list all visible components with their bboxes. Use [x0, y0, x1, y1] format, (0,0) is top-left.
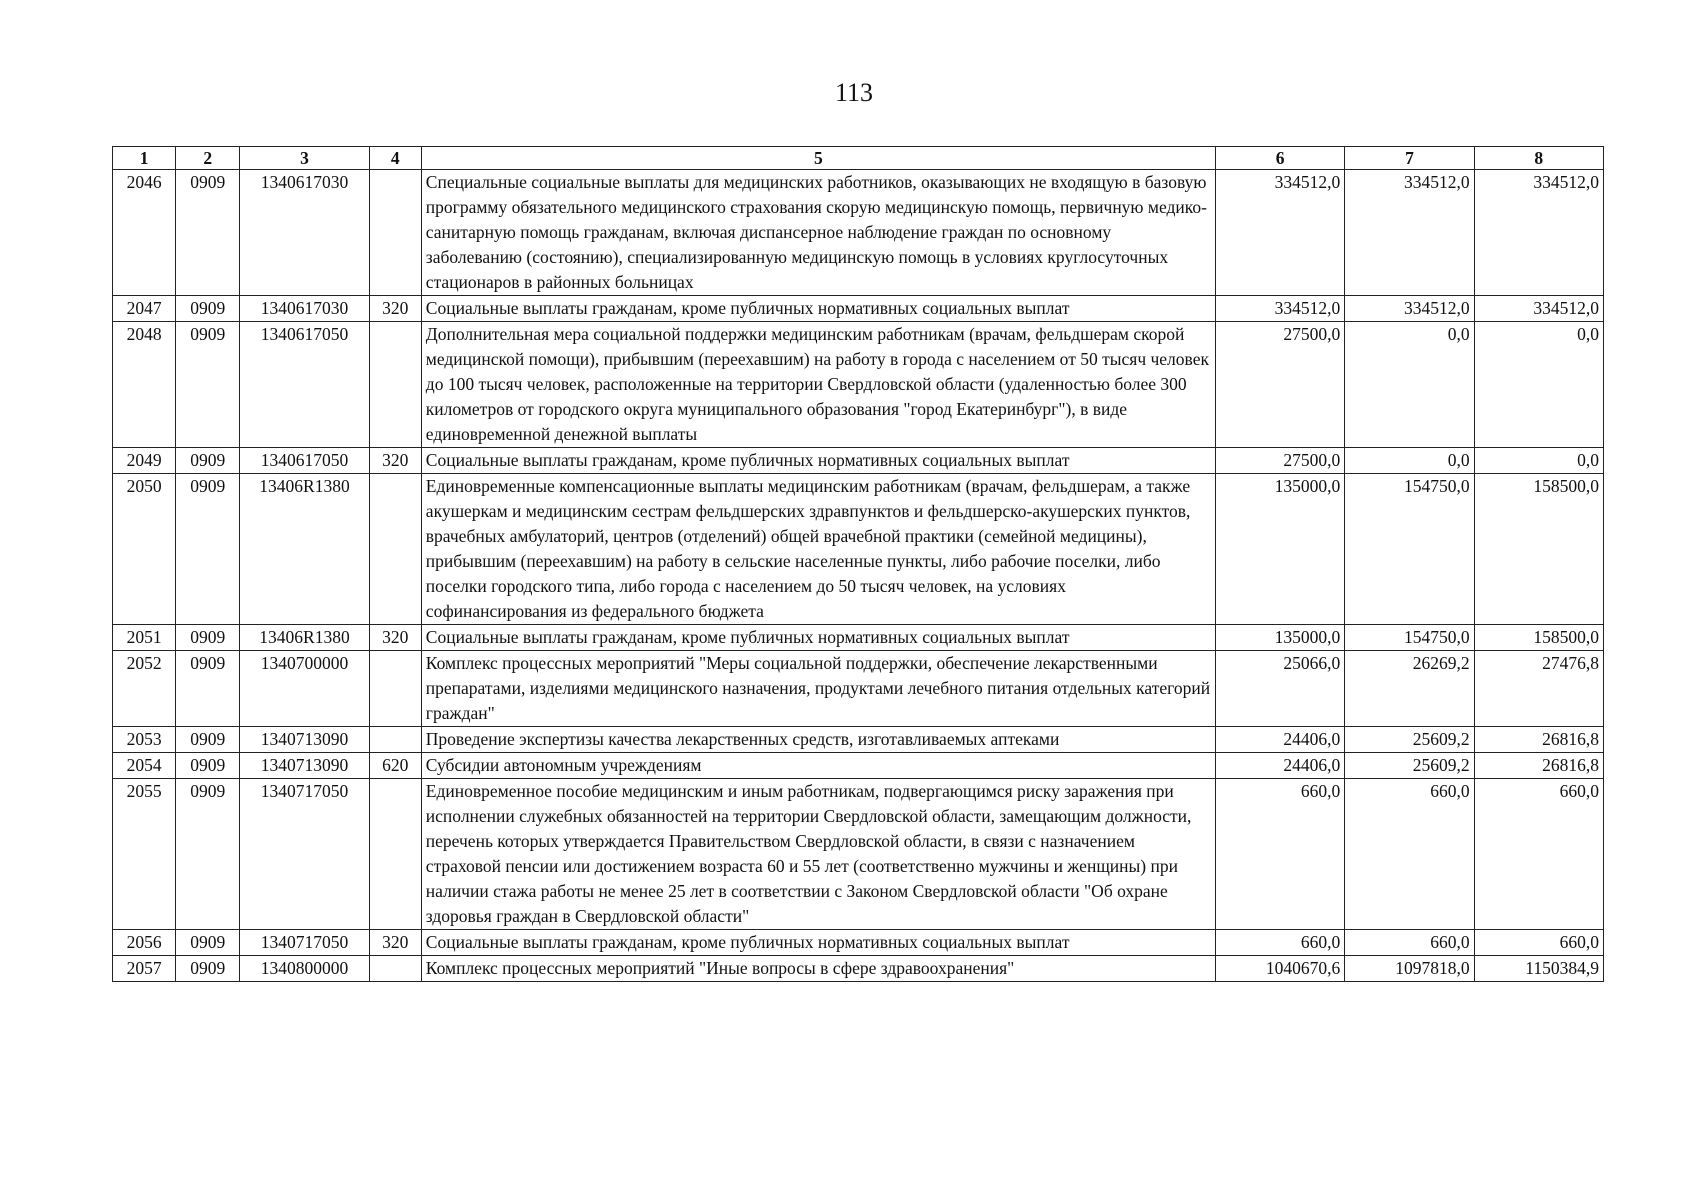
amount-col-8: 660,0: [1474, 930, 1603, 956]
amount-col-7: 334512,0: [1345, 296, 1474, 322]
row-number: 2050: [113, 474, 176, 625]
section-code: 0909: [176, 625, 240, 651]
target-article-code: 1340713090: [240, 727, 369, 753]
amount-col-8: 0,0: [1474, 448, 1603, 474]
expense-type-code: 320: [369, 930, 421, 956]
table-row: [113, 753, 1604, 779]
expense-type-code: 320: [369, 296, 421, 322]
item-name: Специальные социальные выплаты для медицинских работников, оказывающих не входящую в базовую программу обязательного медицинского страхования скорую медицинскую помощь, первичную медико-санитарную помощь гражданам, включая диспансерное наблюдение граждан по основному заболеванию (состоянию), специализированную медицинскую помощь в условиях круглосуточных стационаров в районных больницах: [421, 170, 1215, 296]
amount-col-6: 27500,0: [1215, 448, 1344, 474]
table-header: [113, 147, 1604, 170]
table-row: [113, 651, 1604, 727]
row-number: 2047: [113, 296, 176, 322]
amount-col-6: 660,0: [1215, 779, 1344, 930]
expense-type-code: [369, 779, 421, 930]
amount-col-7: 660,0: [1345, 930, 1474, 956]
amount-col-8: 27476,8: [1474, 651, 1603, 727]
item-name: Социальные выплаты гражданам, кроме публичных нормативных социальных выплат: [421, 296, 1215, 322]
section-code: 0909: [176, 651, 240, 727]
amount-col-8: 158500,0: [1474, 625, 1603, 651]
row-number: 2055: [113, 779, 176, 930]
header-col-2: 2: [176, 147, 240, 170]
table-body: [113, 170, 1604, 982]
row-number: 2053: [113, 727, 176, 753]
header-col-8: 8: [1474, 147, 1603, 170]
target-article-code: 1340800000: [240, 956, 369, 982]
target-article-code: 1340617030: [240, 170, 369, 296]
item-name: Проведение экспертизы качества лекарственных средств, изготавливаемых аптеками: [421, 727, 1215, 753]
table-row: [113, 170, 1604, 296]
amount-col-6: 334512,0: [1215, 170, 1344, 296]
expense-type-code: [369, 322, 421, 448]
item-name: Субсидии автономным учреждениям: [421, 753, 1215, 779]
item-name: Социальные выплаты гражданам, кроме публичных нормативных социальных выплат: [421, 625, 1215, 651]
expense-type-code: 620: [369, 753, 421, 779]
amount-col-6: 135000,0: [1215, 625, 1344, 651]
amount-col-7: 154750,0: [1345, 474, 1474, 625]
page-number: 113: [834, 78, 874, 107]
row-number: 2048: [113, 322, 176, 448]
section-code: 0909: [176, 753, 240, 779]
item-name: Единовременные компенсационные выплаты медицинским работникам (врачам, фельдшерам, а также акушеркам и медицинским сестрам фельдшерских здравпунктов и фельдшерско-акушерских пунктов, врачебных амбулаторий, центров (отделений) общей врачебной практики (семейной медицины), прибывшим (переехавшим) на работу в сельские населенные пункты, либо рабочие поселки, либо поселки городского типа, либо города с населением до 50 тысяч человек, на условиях софинансирования из федерального бюджета: [421, 474, 1215, 625]
expense-type-code: [369, 727, 421, 753]
amount-col-6: 24406,0: [1215, 753, 1344, 779]
expense-type-code: [369, 651, 421, 727]
amount-col-7: 1097818,0: [1345, 956, 1474, 982]
amount-col-8: 1150384,9: [1474, 956, 1603, 982]
amount-col-6: 25066,0: [1215, 651, 1344, 727]
amount-col-7: 25609,2: [1345, 727, 1474, 753]
header-col-7: 7: [1345, 147, 1474, 170]
row-number: 2057: [113, 956, 176, 982]
amount-col-8: 334512,0: [1474, 170, 1603, 296]
table-row: [113, 322, 1604, 448]
target-article-code: 13406R1380: [240, 625, 369, 651]
header-col-4: 4: [369, 147, 421, 170]
amount-col-6: 135000,0: [1215, 474, 1344, 625]
expense-type-code: [369, 170, 421, 296]
amount-col-6: 660,0: [1215, 930, 1344, 956]
target-article-code: 1340617030: [240, 296, 369, 322]
amount-col-6: 1040670,6: [1215, 956, 1344, 982]
amount-col-8: 0,0: [1474, 322, 1603, 448]
section-code: 0909: [176, 779, 240, 930]
amount-col-7: 660,0: [1345, 779, 1474, 930]
item-name: Дополнительная мера социальной поддержки медицинским работникам (врачам, фельдшерам скорой медицинской помощи), прибывшим (переехавшим) на работу в города с населением от 50 тысяч человек до 100 тысяч человек, расположенные на территории Свердловской области (удаленностью более 300 километров от городского округа муниципального образования "город Екатеринбург"), в виде единовременной денежной выплаты: [421, 322, 1215, 448]
section-code: 0909: [176, 474, 240, 625]
amount-col-7: 26269,2: [1345, 651, 1474, 727]
header-col-3: 3: [240, 147, 369, 170]
target-article-code: 1340617050: [240, 448, 369, 474]
target-article-code: 1340617050: [240, 322, 369, 448]
target-article-code: 1340700000: [240, 651, 369, 727]
expense-type-code: 320: [369, 625, 421, 651]
section-code: 0909: [176, 296, 240, 322]
target-article-code: 1340713090: [240, 753, 369, 779]
target-article-code: 1340717050: [240, 779, 369, 930]
amount-col-8: 660,0: [1474, 779, 1603, 930]
row-number: 2054: [113, 753, 176, 779]
amount-col-7: 25609,2: [1345, 753, 1474, 779]
section-code: 0909: [176, 322, 240, 448]
section-code: 0909: [176, 448, 240, 474]
section-code: 0909: [176, 727, 240, 753]
table-row: [113, 474, 1604, 625]
row-number: 2051: [113, 625, 176, 651]
amount-col-7: 0,0: [1345, 322, 1474, 448]
header-col-5: 5: [421, 147, 1215, 170]
amount-col-6: 24406,0: [1215, 727, 1344, 753]
item-name: Социальные выплаты гражданам, кроме публичных нормативных социальных выплат: [421, 448, 1215, 474]
target-article-code: 13406R1380: [240, 474, 369, 625]
section-code: 0909: [176, 956, 240, 982]
table-row: [113, 296, 1604, 322]
section-code: 0909: [176, 930, 240, 956]
table-row: [113, 625, 1604, 651]
budget-table: [112, 146, 1604, 982]
item-name: Комплекс процессных мероприятий "Меры социальной поддержки, обеспечение лекарственными препаратами, изделиями медицинского назначения, продуктами лечебного питания отдельных категорий граждан": [421, 651, 1215, 727]
table-row: [113, 956, 1604, 982]
amount-col-7: 154750,0: [1345, 625, 1474, 651]
table-row: [113, 930, 1604, 956]
amount-col-7: 0,0: [1345, 448, 1474, 474]
target-article-code: 1340717050: [240, 930, 369, 956]
amount-col-6: 27500,0: [1215, 322, 1344, 448]
item-name: Единовременное пособие медицинским и иным работникам, подвергающимся риску заражения при исполнении служебных обязанностей на территории Свердловской области, замещающим должности, перечень которых утверждается Правительством Свердловской области, в связи с назначением страховой пенсии или достижением возраста 60 и 55 лет (соответственно мужчины и женщины) при наличии стажа работы не менее 25 лет в соответствии с Законом Свердловской области "Об охране здоровья граждан в Свердловской области": [421, 779, 1215, 930]
amount-col-8: 26816,8: [1474, 727, 1603, 753]
amount-col-8: 158500,0: [1474, 474, 1603, 625]
expense-type-code: 320: [369, 448, 421, 474]
amount-col-7: 334512,0: [1345, 170, 1474, 296]
section-code: 0909: [176, 170, 240, 296]
table-row: [113, 448, 1604, 474]
amount-col-8: 334512,0: [1474, 296, 1603, 322]
amount-col-6: 334512,0: [1215, 296, 1344, 322]
item-name: Комплекс процессных мероприятий "Иные вопросы в сфере здравоохранения": [421, 956, 1215, 982]
expense-type-code: [369, 474, 421, 625]
table-row: [113, 727, 1604, 753]
header-col-6: 6: [1215, 147, 1344, 170]
row-number: 2052: [113, 651, 176, 727]
row-number: 2046: [113, 170, 176, 296]
table-row: [113, 779, 1604, 930]
amount-col-8: 26816,8: [1474, 753, 1603, 779]
row-number: 2056: [113, 930, 176, 956]
expense-type-code: [369, 956, 421, 982]
row-number: 2049: [113, 448, 176, 474]
header-col-1: 1: [113, 147, 176, 170]
item-name: Социальные выплаты гражданам, кроме публичных нормативных социальных выплат: [421, 930, 1215, 956]
